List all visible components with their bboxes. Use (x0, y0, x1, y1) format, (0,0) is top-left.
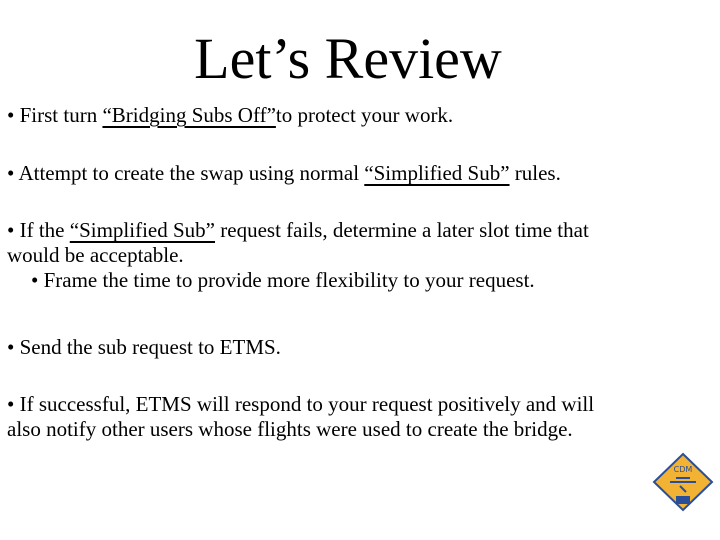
simplified-sub-link: “Simplified Sub” (69, 218, 216, 242)
bullet-text: request fails, determine a later slot time that (215, 218, 589, 242)
bullet-1 (7, 103, 453, 128)
bullet-5 (7, 392, 594, 442)
bullet-text: If the (14, 218, 70, 242)
simplified-sub-link: “Simplified Sub” (364, 161, 510, 185)
sub-bullet: • Frame the time to provide more flexibility to your request. (31, 268, 535, 292)
bullet-4 (7, 335, 281, 360)
bullet-line: would be acceptable. (7, 243, 184, 267)
bridging-subs-off-link: “Bridging Subs Off” (102, 103, 276, 127)
bullet-marker: • (7, 161, 15, 185)
bullet-line (7, 392, 594, 417)
cdm-logo-icon (652, 452, 714, 512)
bullet-marker: • (7, 103, 15, 127)
bullet-marker: • (7, 392, 15, 416)
bullet-text: rules. (509, 161, 561, 185)
bullet-line (7, 218, 589, 243)
bullet-marker: • (7, 218, 15, 242)
bullet-text: If successful, ETMS will respond to your request positively and will (14, 392, 595, 416)
bullet-line: also notify other users whose flights were used to create the bridge. (7, 417, 573, 441)
slide-title: Let’s Review (194, 26, 502, 91)
bullet-text: Send the sub request to ETMS. (14, 335, 281, 359)
bullet-text: to protect your work. (275, 103, 454, 127)
bullet-text: Attempt to create the swap using normal (14, 161, 365, 185)
bullet-3 (7, 218, 589, 293)
logo-label: CDM (673, 465, 693, 474)
bullet-text: First turn (14, 103, 103, 127)
bullet-2 (7, 161, 561, 186)
bullet-marker: • (7, 335, 15, 359)
logo-block (676, 496, 690, 504)
